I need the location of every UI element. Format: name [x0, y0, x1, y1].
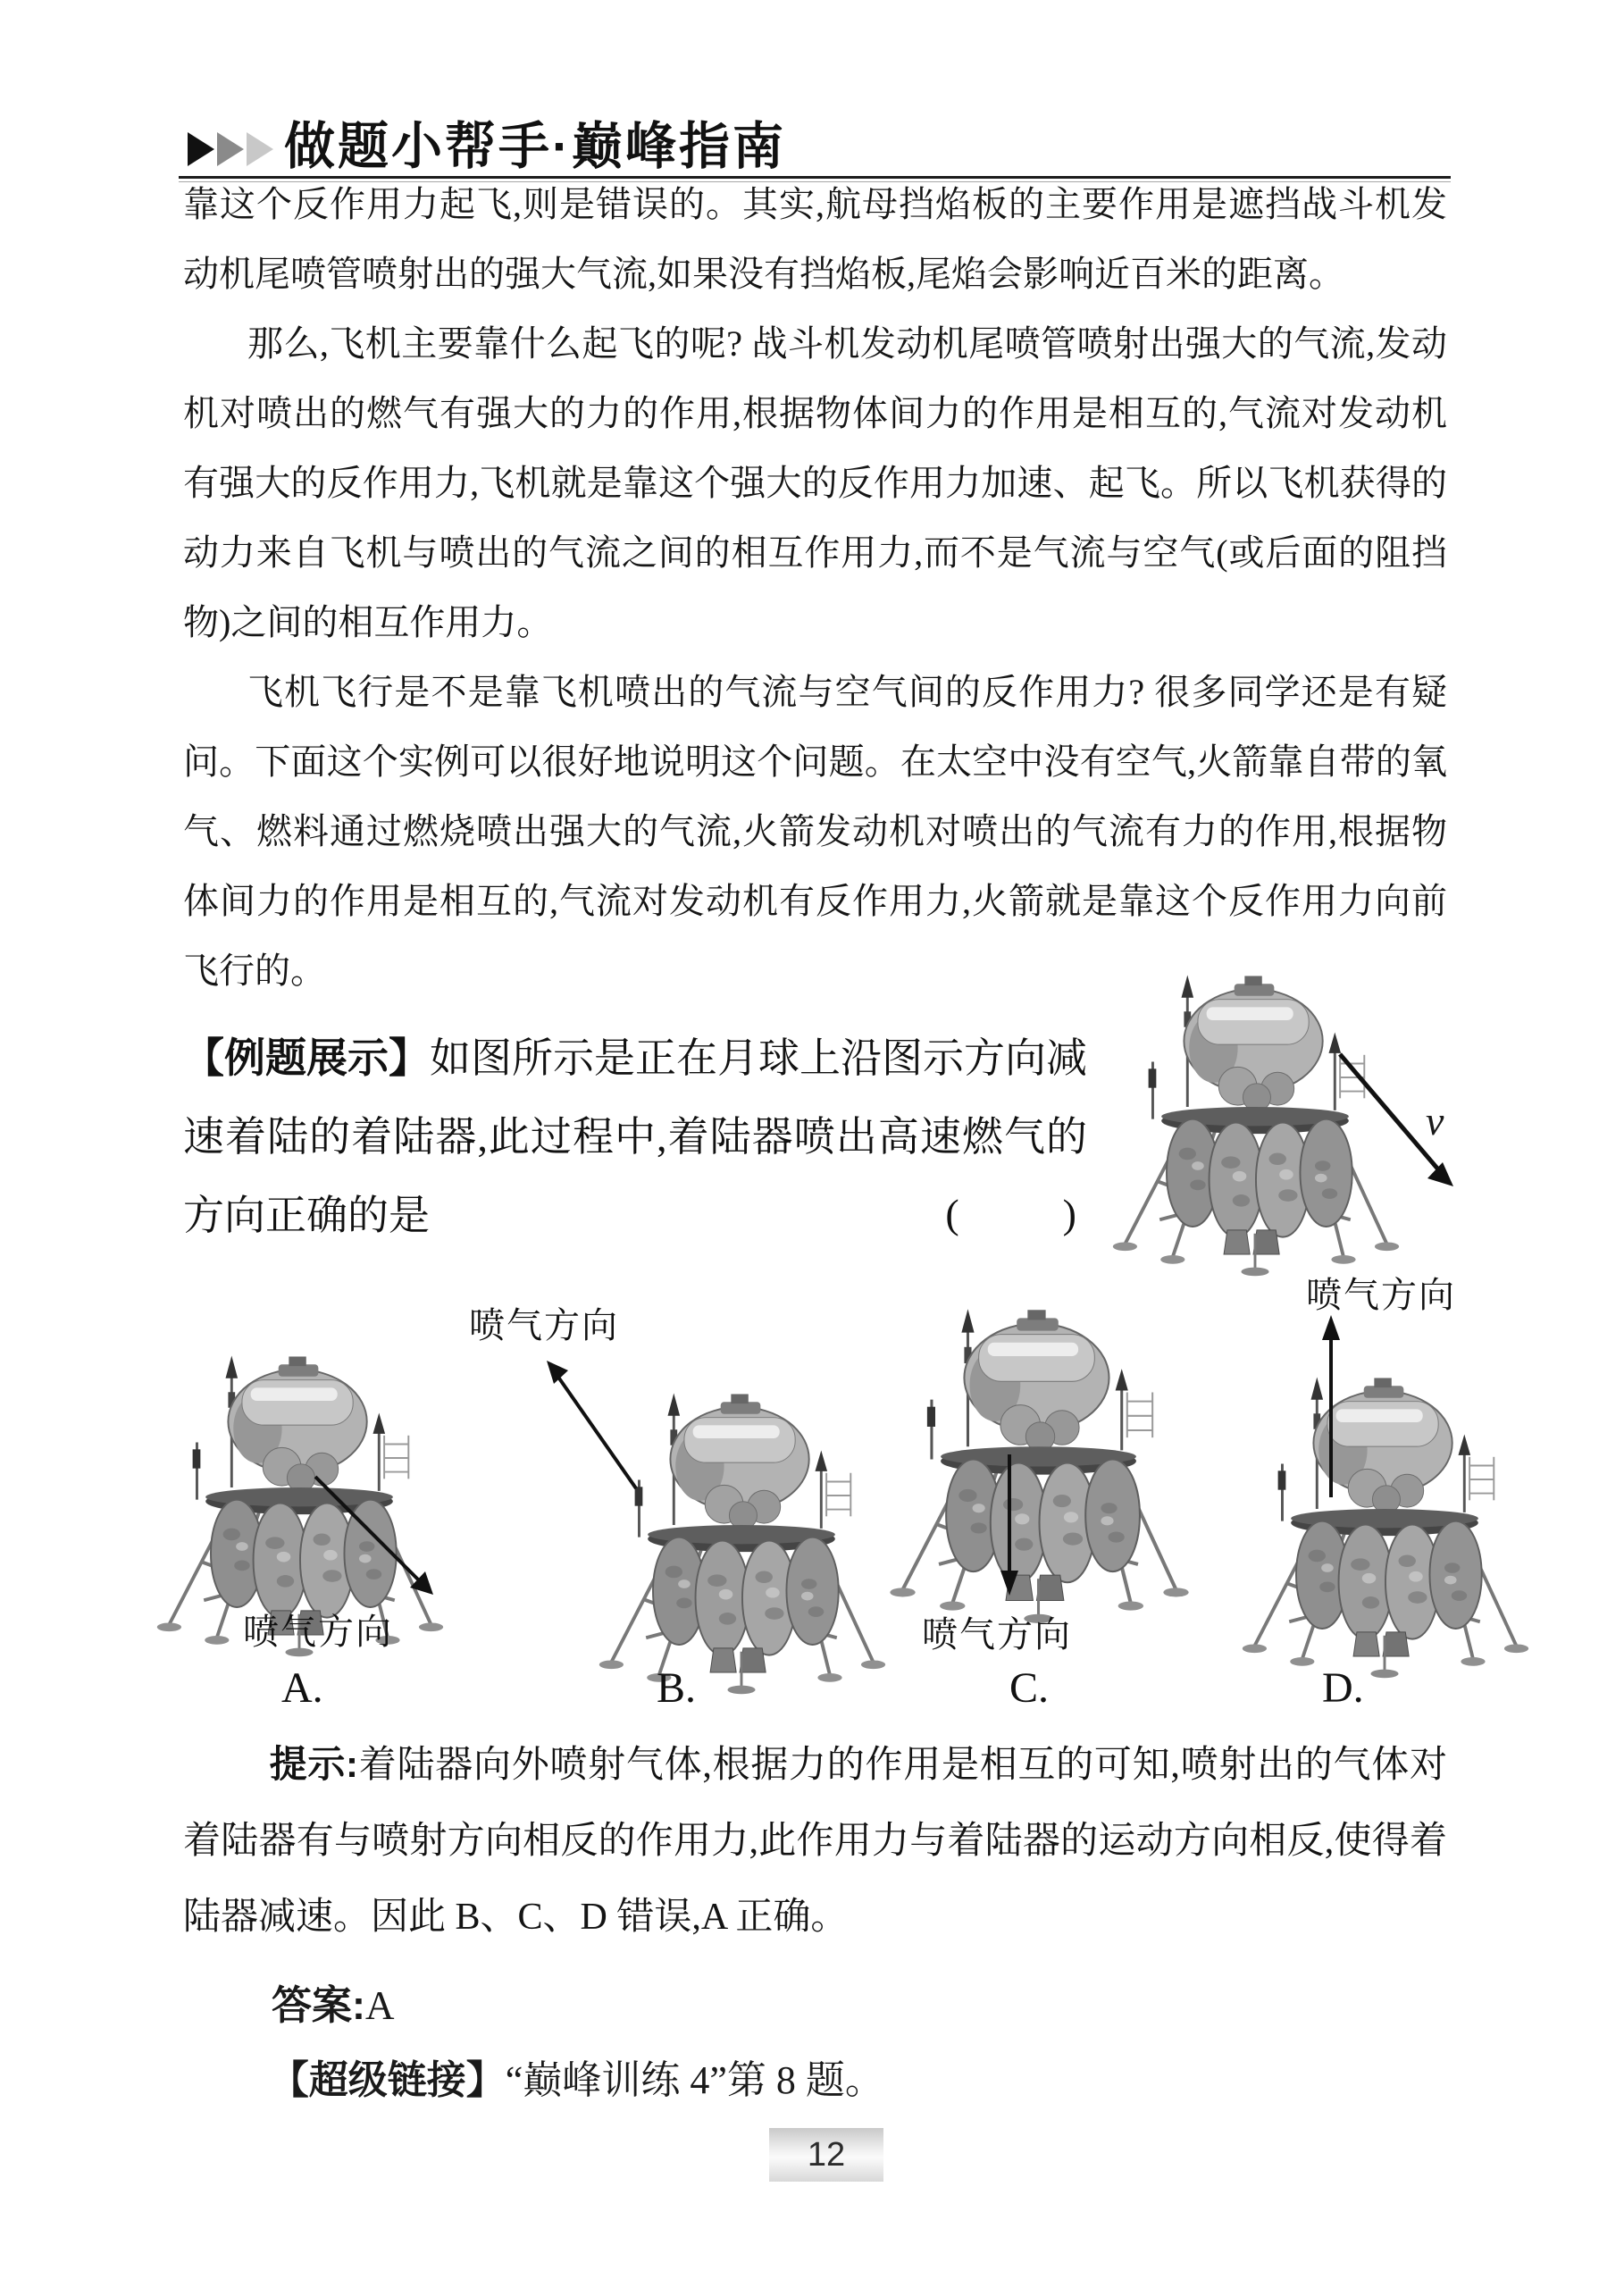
super-link-line — [183, 2048, 1447, 2105]
jet-arrow-C-down — [987, 1447, 1032, 1604]
page-number-badge — [769, 2128, 883, 2182]
paragraph-carryover: 靠这个反作用力起飞,则是错误的。其实,航母挡焰板的主要作用是遮挡战斗机发动机尾喷管喷射出的强大气流,如果没有挡焰板,尾焰会影响近百米的距离。 — [183, 184, 1447, 294]
option-letter-C: C. — [1009, 1664, 1050, 1712]
option-letter-B: B. — [657, 1664, 697, 1712]
option-letter-A: A. — [281, 1664, 323, 1712]
velocity-label: v — [1426, 1098, 1444, 1144]
body-text — [183, 170, 1447, 1006]
jet-direction-label-D: 喷气方向 — [1306, 1275, 1456, 1315]
triple-arrow-icon — [188, 132, 273, 166]
jet-direction-label-C: 喷气方向 — [922, 1614, 1072, 1655]
answer-line — [183, 1973, 1447, 2031]
answer-blank-parentheses: ( ) — [945, 1191, 1084, 1236]
page-number: 12 — [807, 2135, 846, 2174]
arrow-triangle-mid-icon — [217, 132, 244, 166]
jet-direction-label-A: 喷气方向 — [243, 1612, 393, 1652]
jet-direction-label-B: 喷气方向 — [469, 1305, 619, 1345]
jet-arrow-B-up-left — [536, 1347, 652, 1499]
jet-arrow-A-down-right — [308, 1470, 451, 1613]
answer-value: A — [365, 1983, 395, 2028]
hint-paragraph — [183, 1726, 1447, 1956]
example-question — [183, 1018, 1087, 1255]
hint-text: 着陆器向外喷射气体,根据力的作用是相互的可知,喷射出的气体对着陆器有与喷射方向相反的作用力,此作用力与着陆器的运动方向相反,使得着陆器减速。因此 B、C、D 错误,A 正确。 — [183, 1745, 1447, 1938]
jet-arrow-D-up — [1309, 1311, 1353, 1504]
velocity-arrow — [1331, 1045, 1465, 1197]
hint-tag: 提示: — [269, 1743, 359, 1785]
super-link-tag: 【超级链接】 — [269, 2058, 506, 2102]
lunar-lander-image-C — [884, 1291, 1193, 1635]
arrow-triangle-light-icon — [247, 132, 273, 166]
page-header-title: 做题小帮手·巅峰指南 — [284, 118, 786, 175]
answer-tag: 答案: — [272, 1982, 365, 2028]
arrow-triangle-dark-icon — [188, 132, 214, 166]
option-letter-D: D. — [1322, 1664, 1364, 1712]
lunar-lander-image-D — [1237, 1360, 1532, 1689]
example-question-text: 如图所示是正在月球上沿图示方向减速着陆的着陆器,此过程中,着陆器喷出高速燃气的方向正确的是 — [183, 1035, 1087, 1238]
example-tag: 【例题展示】 — [183, 1035, 430, 1081]
paragraph-rocket: 飞机飞行是不是靠飞机喷出的气流与空气间的反作用力? 很多同学还是有疑问。下面这个实例可以很好地说明这个问题。在太空中没有空气,火箭靠自带的氧气、燃料通过燃烧喷出强大的气流,火箭发动机对喷出的气流有力的作用,根据物体间力的作用是相互的,气流对发动机有反作用力,火箭就是靠这个反作用力向前飞行的。 — [183, 672, 1447, 991]
super-link-text: “巅峰训练 4”第 8 题。 — [505, 2058, 884, 2102]
paragraph-takeoff: 那么,飞机主要靠什么起飞的呢? 战斗机发动机尾喷管喷射出强大的气流,发动机对喷出的燃气有强大的力的作用,根据物体间力的作用是相互的,气流对发动机有强大的反作用力,飞机就是靠这个强大的反作用力加速、起飞。所以飞机获得的动力来自飞机与喷出的气流之间的相互作用力,而不是气流与空气(或后面的阻挡物)之间的相互作用力。 — [183, 323, 1447, 642]
